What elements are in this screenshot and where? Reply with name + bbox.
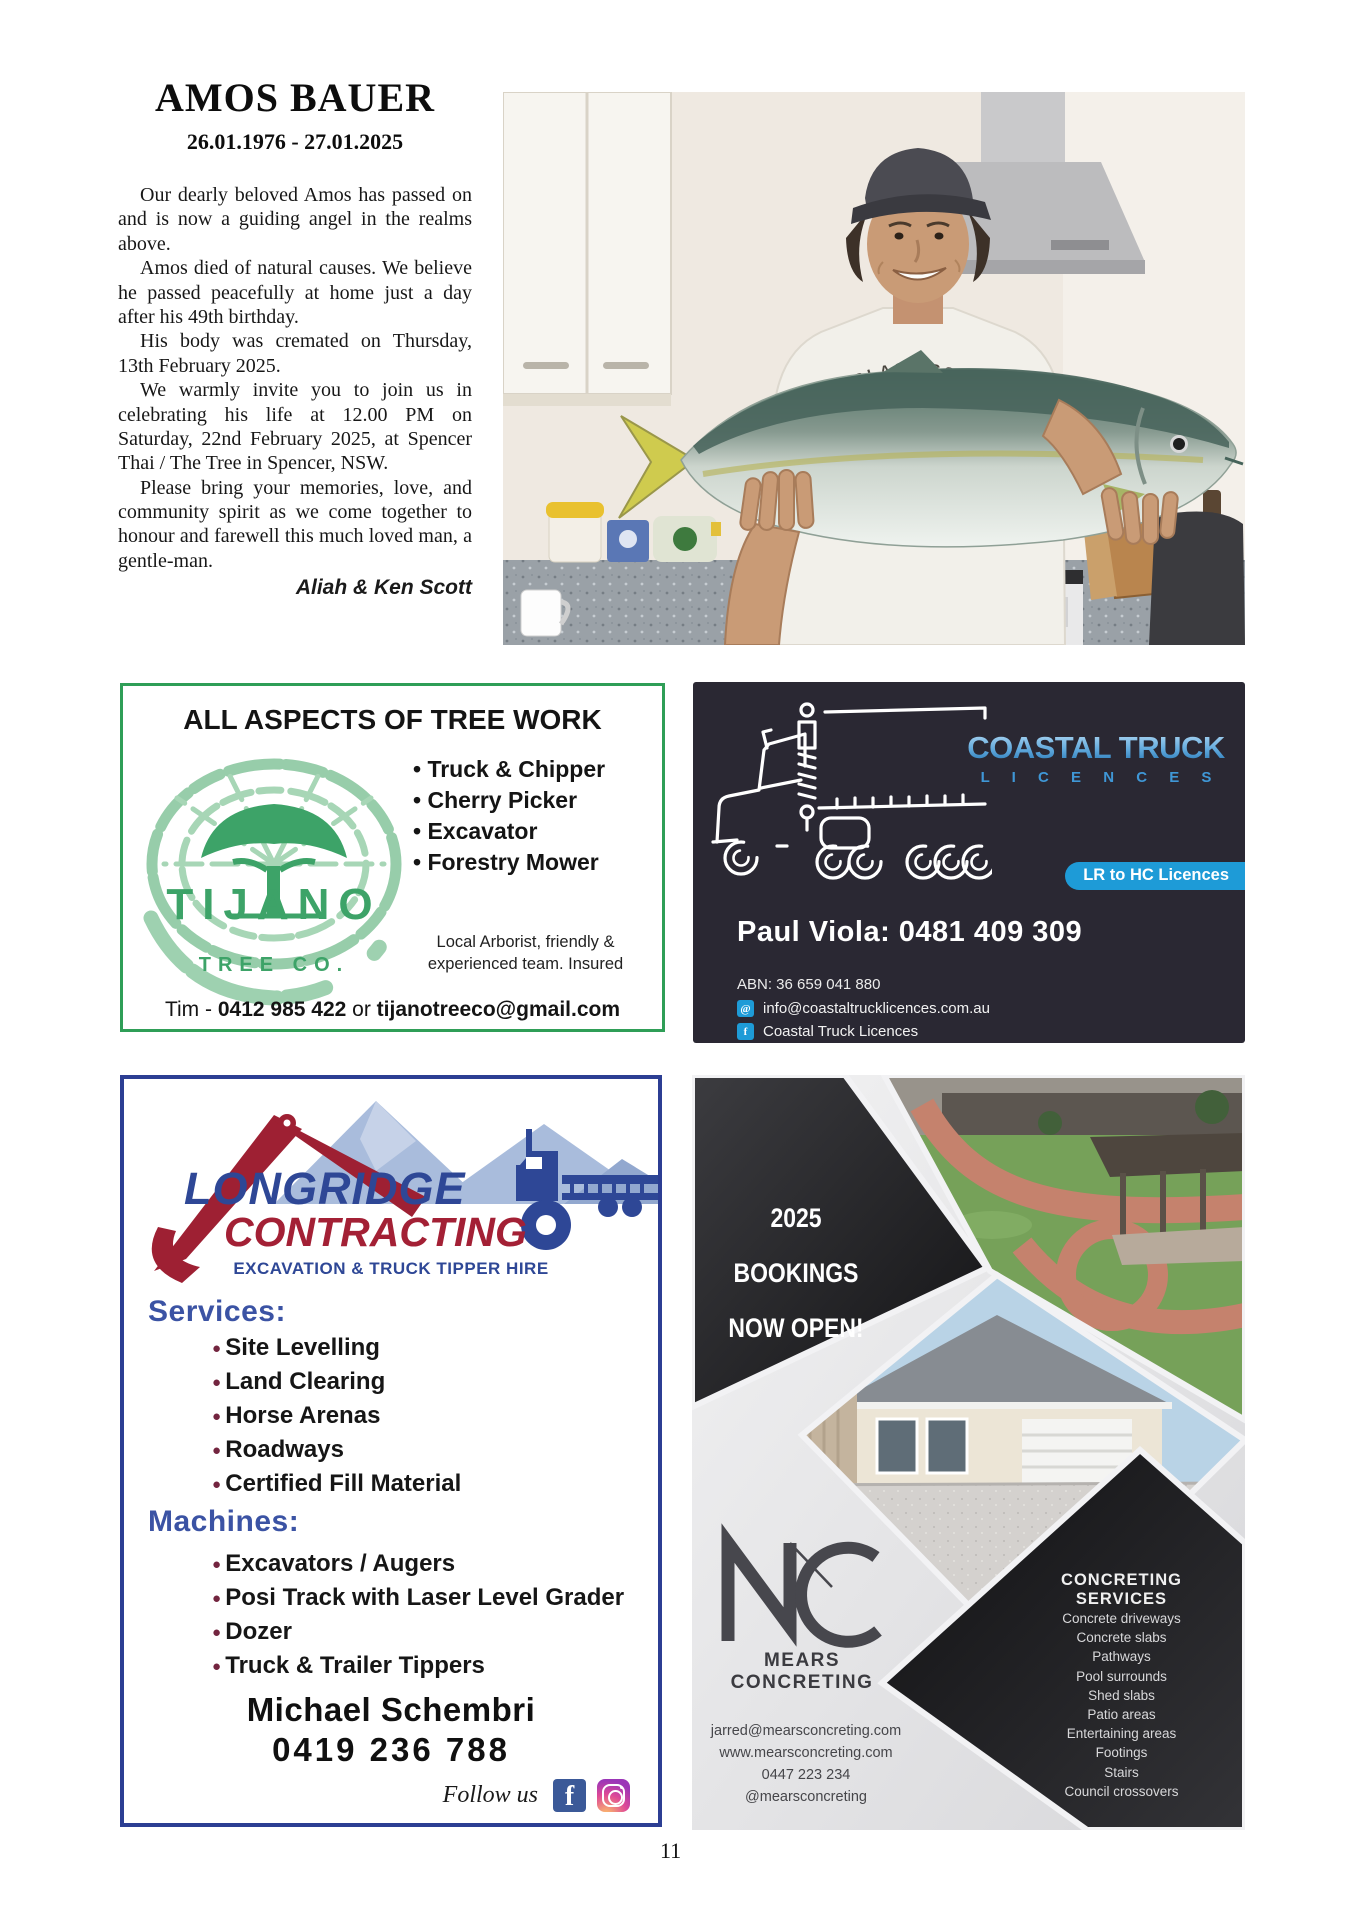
tijano-logo	[129, 746, 419, 1008]
longridge-contact-name: Michael Schembri	[246, 1691, 536, 1728]
mears-logo-text: MEARS CONCRETING	[730, 1650, 874, 1693]
coastal-truck-ad	[693, 682, 1245, 1043]
tree-service-item: • Forestry Mower	[413, 847, 605, 878]
machine-item: ● Truck & Trailer Tippers	[212, 1649, 624, 1683]
bookings-banner: 2025 BOOKINGS NOW OPEN!	[728, 1203, 864, 1343]
longridge-brand-sub: CONTRACTING	[224, 1209, 527, 1255]
email-icon: @	[737, 1000, 754, 1017]
facebook-icon: f	[737, 1023, 754, 1040]
coastal-facebook-row	[737, 1023, 918, 1040]
obituary-signature: Aliah & Ken Scott	[295, 576, 472, 600]
coastal-facebook: Coastal Truck Licences	[763, 1023, 919, 1040]
instagram-icon	[597, 1779, 630, 1812]
obituary-paragraph: Our dearly beloved Amos has passed on and is now a guiding angel in the realms above.	[118, 184, 472, 255]
truck-outline-icon	[707, 696, 992, 891]
obituary-body	[118, 183, 472, 573]
concreting-service-item: Shed slabs	[1088, 1687, 1155, 1703]
tree-ad-heading: ALL ASPECTS OF TREE WORK	[183, 704, 602, 735]
tree-services-list	[413, 754, 605, 878]
obituary-section	[118, 74, 472, 600]
obituary-paragraph: His body was cremated on Thursday, 13th February 2025.	[118, 330, 472, 377]
machines-list	[212, 1547, 624, 1683]
concreting-service-item: Concrete slabs	[1076, 1630, 1167, 1646]
service-item: ● Horse Arenas	[212, 1399, 461, 1433]
obituary-paragraph: Amos died of natural causes. We believe he passed peacefully at home just a day after his 49th birthday.	[118, 257, 472, 328]
obituary-paragraph: Please bring your memories, love, and community spirit as we come together to honour and farewell this much loved man, a gentle-man.	[118, 476, 472, 572]
tree-service-item: • Truck & Chipper	[413, 754, 605, 785]
tree-work-ad	[120, 683, 665, 1032]
tree-service-item: • Excavator	[413, 816, 605, 847]
concreting-service-item: Stairs	[1104, 1764, 1139, 1780]
longridge-contact-phone: 0419 236 788	[272, 1731, 510, 1768]
concreting-service-item: Patio areas	[1087, 1707, 1156, 1723]
mears-contacts	[700, 1720, 912, 1808]
coastal-brand-sub: L I C E N C E S	[980, 769, 1221, 786]
mears-social-handle: @mearsconcreting	[745, 1789, 867, 1805]
tijano-logo-subtitle: TREE CO.	[198, 954, 350, 976]
concreting-service-item: Pool surrounds	[1076, 1668, 1167, 1684]
service-item: ● Site Levelling	[212, 1331, 461, 1365]
services-heading: Services:	[148, 1295, 286, 1328]
tree-ad-email: tijanotreeco@gmail.com	[376, 998, 621, 1021]
tree-ad-phone: 0412 985 422	[217, 998, 347, 1021]
tree-ad-contact: Tim - 0412 985 422 or tijanotreeco@gmail.com	[164, 998, 621, 1021]
machine-item: ● Posi Track with Laser Level Grader	[212, 1581, 624, 1615]
follow-us-label: Follow us	[442, 1782, 538, 1808]
tree-ad-blurb: Local Arborist, friendly & experienced team. Insured	[427, 933, 624, 973]
services-list	[212, 1331, 461, 1501]
facebook-icon: f	[553, 1779, 586, 1812]
mears-email: jarred@mearsconcreting.com	[710, 1723, 902, 1739]
photo-cupboards	[503, 92, 671, 406]
coastal-brand	[959, 730, 1233, 786]
coastal-email: info@coastaltrucklicences.com.au	[763, 1000, 990, 1017]
concreting-service-item: Footings	[1095, 1745, 1148, 1761]
service-item: ● Certified Fill Material	[212, 1467, 461, 1501]
concreting-services-heading: CONCRETING SERVICES	[1061, 1571, 1182, 1608]
coastal-email-row	[737, 1000, 990, 1017]
photo-illustration	[503, 92, 1245, 645]
coastal-brand-name: COASTAL TRUCK	[959, 730, 1233, 766]
obituary-dates: 26.01.1976 - 27.01.2025	[186, 129, 404, 154]
licence-range-badge: LR to HC Licences	[1065, 862, 1245, 890]
longridge-brand-name: LONGRIDGE	[184, 1163, 466, 1214]
concreting-service-item: Entertaining areas	[1066, 1726, 1177, 1742]
longridge-tagline: EXCAVATION & TRUCK TIPPER HIRE	[233, 1259, 549, 1278]
tijano-logo-title: TIJANO	[166, 880, 382, 929]
concreting-service-item: Pathways	[1092, 1649, 1151, 1665]
obituary-paragraph: We warmly invite you to join us in celebrating his life at 12.00 PM on Saturday, 22nd February 2025, at Spencer Thai / The Tree in Spencer, NSW.	[118, 379, 472, 475]
machine-item: ● Excavators / Augers	[212, 1547, 624, 1581]
coastal-abn: ABN: 36 659 041 880	[737, 976, 881, 993]
tree-service-item: • Cherry Picker	[413, 785, 605, 816]
page-number: 11	[660, 1838, 682, 1863]
concreting-services-list	[1014, 1609, 1229, 1801]
longridge-ad	[120, 1075, 662, 1827]
follow-us-row	[443, 1779, 630, 1812]
concreting-service-item: Council crossovers	[1064, 1783, 1179, 1799]
mears-phone: 0447 223 234	[761, 1767, 851, 1783]
coastal-contact-phone: Paul Viola: 0481 409 309	[737, 916, 1083, 948]
mears-concreting-ad	[692, 1075, 1245, 1830]
obituary-title: AMOS BAUER	[154, 75, 436, 120]
service-item: ● Roadways	[212, 1433, 461, 1467]
machine-item: ● Dozer	[212, 1615, 624, 1649]
service-item: ● Land Clearing	[212, 1365, 461, 1399]
machines-heading: Machines:	[148, 1505, 300, 1538]
memorial-photo	[503, 92, 1245, 645]
mears-website: www.mearsconcreting.com	[719, 1745, 893, 1761]
concreting-service-item: Concrete driveways	[1062, 1611, 1181, 1626]
